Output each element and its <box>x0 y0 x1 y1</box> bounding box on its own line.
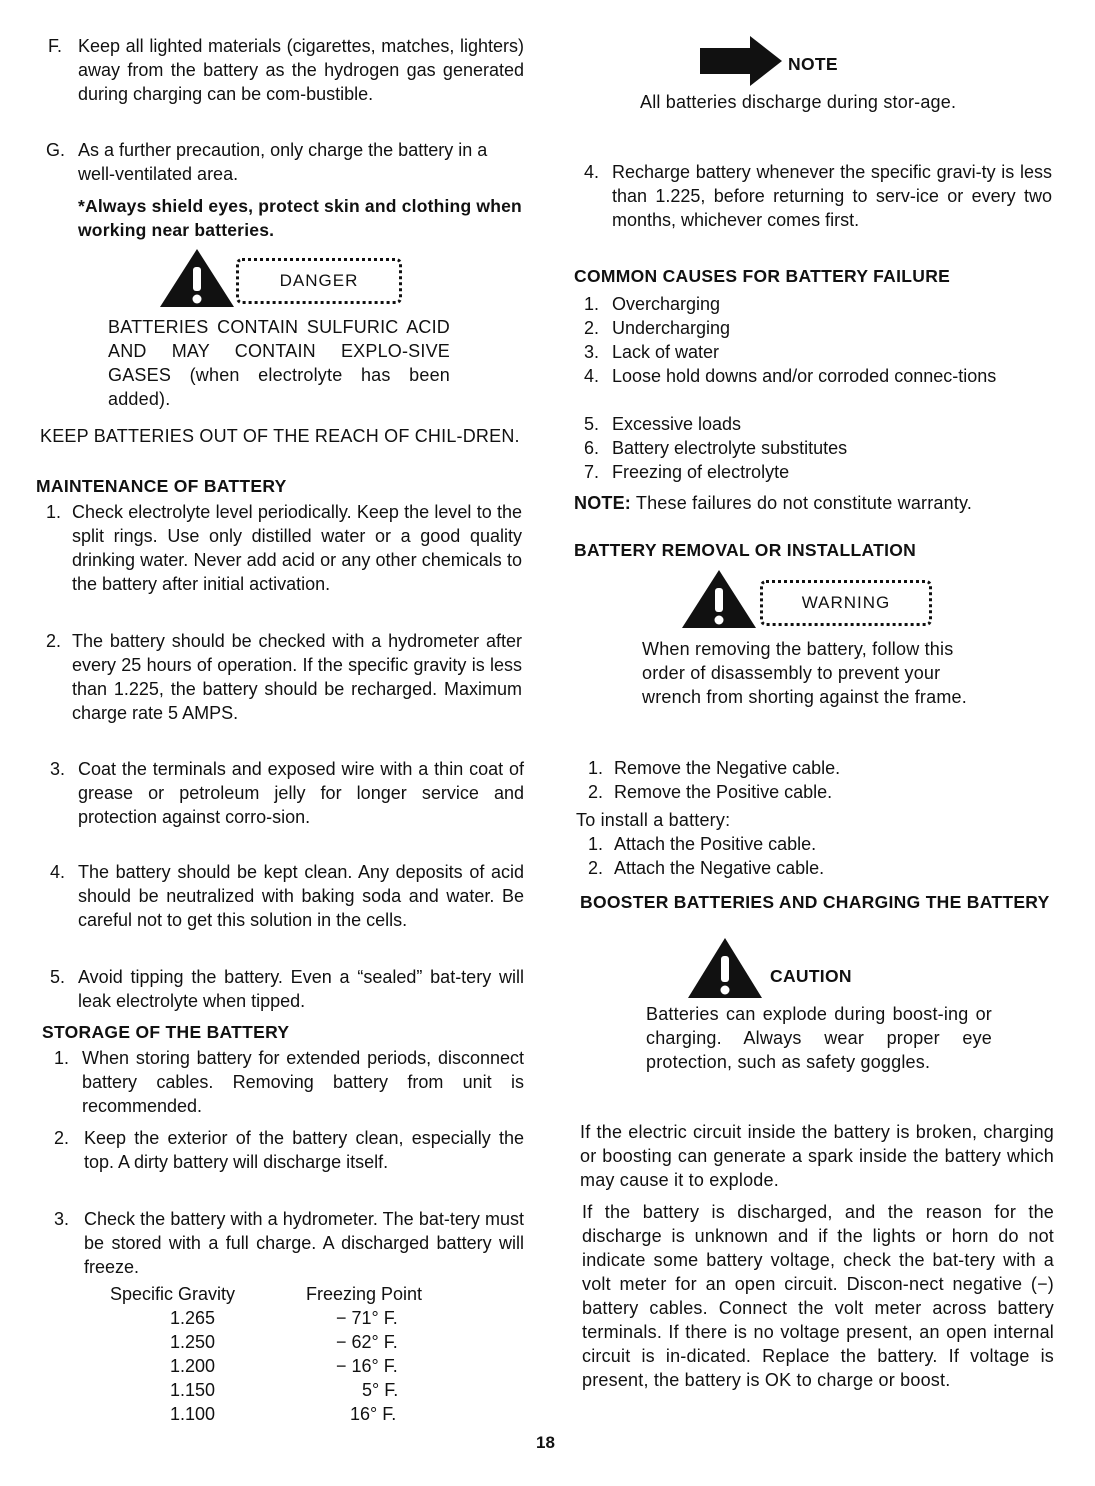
shield-note: *Always shield eyes, protect skin and clothing when working near batteries. <box>78 196 522 240</box>
list-text: Attach the Positive cable. <box>614 834 817 854</box>
list-text: The battery should be checked with a hydrometer after every 25 hours of operation. If the specific gravity is less than 1.225, the battery should be recharged. Maximum charge rate 5 AMPS. <box>72 631 522 723</box>
list-number: 4. <box>50 862 66 882</box>
list-number: 2. <box>588 782 604 802</box>
warning-text: When removing the battery, follow this order of disassembly to prevent your wrench from shorting against the frame. <box>642 639 967 707</box>
list-text: Check the battery with a hydrometer. The bat-tery must be stored with a full charge. A discharged battery will freeze. <box>84 1209 524 1277</box>
list-number: 1. <box>588 758 604 778</box>
list-number: 4. <box>584 162 600 182</box>
failure-note-label: NOTE: <box>574 493 631 513</box>
warning-triangle-icon <box>680 568 758 630</box>
list-number: 3. <box>54 1209 70 1229</box>
list-number: 5. <box>584 414 600 434</box>
list-number: 1. <box>584 294 600 314</box>
list-number: 5. <box>50 967 66 987</box>
danger-warning-icon <box>158 247 236 309</box>
freezing-cell: − 16° F. <box>336 1355 398 1376</box>
warning-label: WARNING <box>760 580 932 626</box>
freezing-point-table <box>110 1282 422 1426</box>
list-text: Coat the terminals and exposed wire with a thin coat of grease or petroleum jelly for longer service and protection against corro-sion. <box>78 759 524 827</box>
list-text: Check electrolyte level periodically. Keep the level to the split rings. Use only distilled water or a good quality drinking water. Never add acid or any other chemicals to the battery after initial activation. <box>72 502 522 594</box>
list-number: 3. <box>50 759 66 779</box>
page-number: 18 <box>536 1433 555 1452</box>
table-row <box>110 1306 422 1330</box>
list-number: 1. <box>54 1048 70 1068</box>
list-text: Remove the Positive cable. <box>614 782 833 802</box>
table-header-row <box>110 1282 422 1306</box>
list-number: 4. <box>584 366 600 386</box>
maintenance-heading: MAINTENANCE OF BATTERY <box>36 476 287 496</box>
gravity-cell: 1.200 <box>170 1355 216 1376</box>
table-row <box>110 1378 422 1402</box>
gravity-cell: 1.265 <box>170 1307 216 1328</box>
column-header-gravity: Specific Gravity <box>110 1283 236 1304</box>
note-text: All batteries discharge during stor-age. <box>640 92 957 112</box>
list-text: Attach the Negative cable. <box>614 858 825 878</box>
storage-heading: STORAGE OF THE BATTERY <box>42 1022 290 1042</box>
note-arrow-icon <box>700 36 782 86</box>
failure-heading: COMMON CAUSES FOR BATTERY FAILURE <box>574 266 951 286</box>
danger-label: DANGER <box>236 258 402 304</box>
gravity-cell: 1.150 <box>170 1379 216 1400</box>
list-text: Loose hold downs and/or corroded connec-tions <box>612 366 997 386</box>
booster-heading: BOOSTER BATTERIES AND CHARGING THE BATTERY <box>580 892 1050 912</box>
list-number: 6. <box>584 438 600 458</box>
discharge-paragraph: If the battery is discharged, and the reason for the discharge is unknown and if the lights or horn do not indicate some battery voltage, check the bat-tery with a volt meter for an open circuit. Discon-nect negative (−) battery cables. Connect the volt meter across battery terminals. If there is no voltage present, an open internal circuit is in-dicated. Replace the battery. If voltage is present, the battery is OK to charge or boost. <box>582 1202 1054 1390</box>
item-f-text: Keep all lighted materials (cigarettes, matches, lighters) away from the battery as the hydrogen gas generated during charging can be com-bustible. <box>78 36 524 104</box>
list-text: Freezing of electrolyte <box>612 462 790 482</box>
freezing-cell: − 71° F. <box>336 1307 398 1328</box>
freezing-cell: − 62° F. <box>336 1331 398 1352</box>
keep-away-text: KEEP BATTERIES OUT OF THE REACH OF CHIL-DREN. <box>40 426 520 446</box>
item-g-text: As a further precaution, only charge the battery in a well-ventilated area. <box>78 140 488 184</box>
list-text: Keep the exterior of the battery clean, especially the top. A dirty battery will discharge itself. <box>84 1128 524 1172</box>
list-number: 1. <box>588 834 604 854</box>
list-number: 2. <box>46 631 62 651</box>
item-f-letter: F. <box>48 36 63 56</box>
list-number: 2. <box>54 1128 70 1148</box>
list-text: Recharge battery whenever the specific gravi-ty is less than 1.225, before returning to serv-ice or every two months, whichever comes first. <box>612 162 1052 230</box>
gravity-cell: 1.250 <box>170 1331 216 1352</box>
table-row <box>110 1354 422 1378</box>
list-number: 1. <box>46 502 62 522</box>
list-text: Lack of water <box>612 342 720 362</box>
list-text: Excessive loads <box>612 414 742 434</box>
gravity-cell: 1.100 <box>170 1403 216 1424</box>
removal-heading: BATTERY REMOVAL OR INSTALLATION <box>574 540 917 560</box>
list-number: 2. <box>588 858 604 878</box>
list-number: 3. <box>584 342 600 362</box>
list-number: 7. <box>584 462 600 482</box>
failure-note <box>574 491 1054 515</box>
table-row <box>110 1330 422 1354</box>
table-row <box>110 1402 422 1426</box>
column-header-freezing: Freezing Point <box>306 1283 423 1304</box>
install-intro: To install a battery: <box>576 810 731 830</box>
freezing-cell: 5° F. <box>362 1379 399 1400</box>
caution-text: Batteries can explode during boost-ing or charging. Always wear proper eye protection, such as safety goggles. <box>646 1004 992 1072</box>
list-text: Avoid tipping the battery. Even a “sealed” bat-tery will leak electrolyte when tipped. <box>78 967 524 1011</box>
list-text: When storing battery for extended periods, disconnect battery cables. Removing battery from unit is recommended. <box>82 1048 524 1116</box>
caution-triangle-icon <box>686 936 764 1000</box>
note-label: NOTE <box>788 54 838 74</box>
list-text: Remove the Negative cable. <box>614 758 841 778</box>
freezing-cell: 16° F. <box>350 1403 397 1424</box>
list-text: Overcharging <box>612 294 721 314</box>
caution-label: CAUTION <box>770 966 852 986</box>
list-text: Battery electrolyte substitutes <box>612 438 848 458</box>
danger-text: BATTERIES CONTAIN SULFURIC ACID AND MAY CONTAIN EXPLO-SIVE GASES (when electrolyte has been added). <box>108 317 450 409</box>
list-text: Undercharging <box>612 318 731 338</box>
list-number: 2. <box>584 318 600 338</box>
failure-note-text: These failures do not constitute warranty. <box>635 493 973 513</box>
list-text: The battery should be kept clean. Any deposits of acid should be neutralized with baking soda and water. Be careful not to get this solution in the cells. <box>78 862 524 930</box>
spark-paragraph: If the electric circuit inside the battery is broken, charging or boosting can generate a spark inside the battery which may cause it to explode. <box>580 1122 1054 1190</box>
item-g-letter: G. <box>46 140 66 160</box>
